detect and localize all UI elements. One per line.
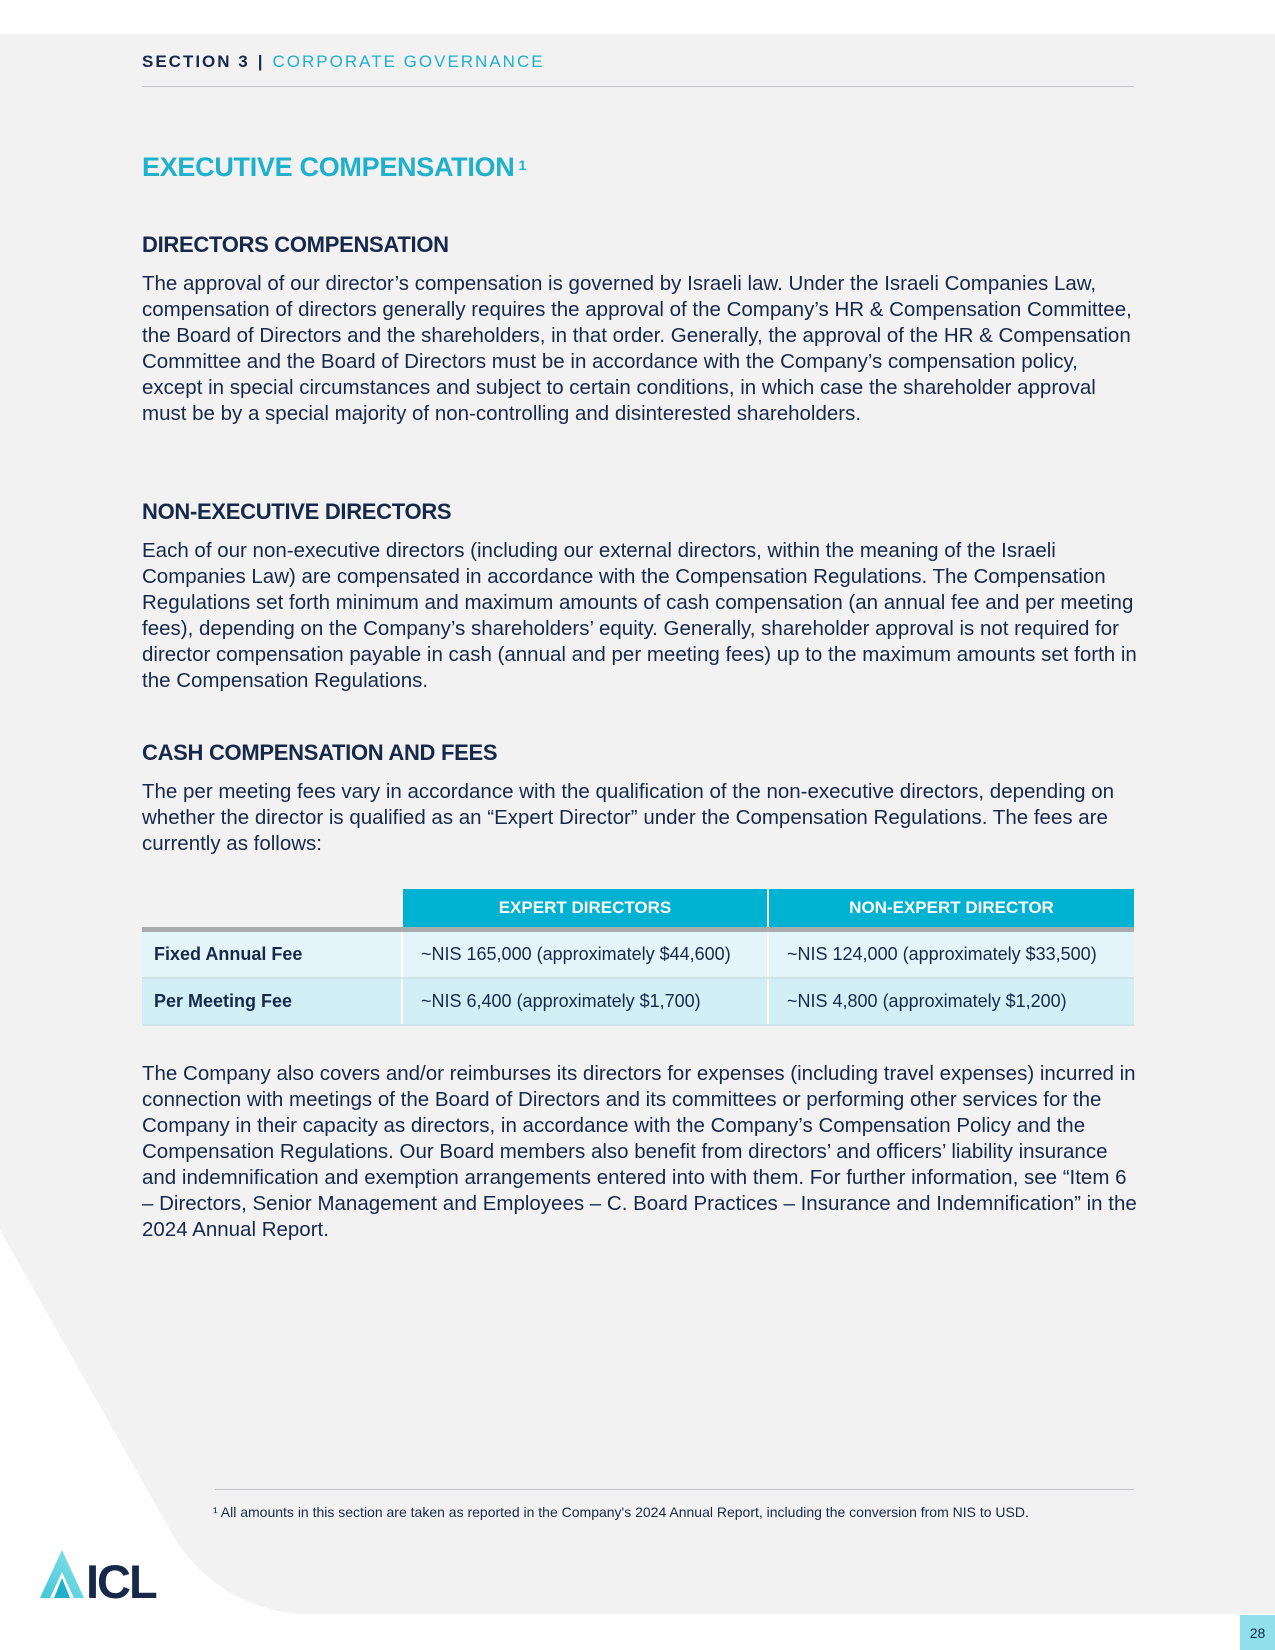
icl-logo-mark xyxy=(40,1548,166,1602)
closing-paragraph: The Company also covers and/or reimburses its directors for expenses (including travel expenses) incurred in connection with meetings of the Board of Directors and its committees or performing other services for the Company in their capacity as directors, in accordance with the Company’s Compensation Policy and the Compensation Regulations. Our Board members also benefit from directors’ and officers’ liability insurance and indemnification and exemption arrangements entered into with them. For further information, see “Item 6 – Directors, Senior Management and Employees – C. Board Practices – Insurance and Indemnification” in the 2024 Annual Report. xyxy=(142,1062,1137,1241)
fee-table xyxy=(142,889,1134,1026)
directors-compensation-paragraph: The approval of our director’s compensation is governed by Israeli law. Under the Israeli Companies Law, compensation of directors generally requires the approval of the Company’s HR & Compensation Committee, the Board of Directors and the shareholders, in that order. Generally, the approval of the HR & Compensation Committee and the Board of Directors must be in accordance with the Company’s compensation policy, except in special circumstances and subject to certain conditions, in which case the shareholder approval must be by a special majority of non-controlling and disinterested shareholders. xyxy=(142,272,1132,425)
cash-compensation-heading: CASH COMPENSATION AND FEES xyxy=(142,740,498,765)
icl-logo xyxy=(40,1548,166,1607)
row-label: Per Meeting Fee xyxy=(142,978,402,1025)
directors-compensation-heading: DIRECTORS COMPENSATION xyxy=(142,232,449,257)
non-executive-directors-paragraph: Each of our non-executive directors (including our external directors, within the meaning of the Israeli Companies Law) are compensated in accordance with the Compensation Regulations. The Compensation Regulations set forth minimum and maximum amounts of cash compensation (an annual fee and per meeting fees), depending on the Company’s shareholders’ equity. Generally, shareholder approval is not required for director compensation payable in cash (annual and per meeting fees) up to the maximum amounts set forth in the Compensation Regulations. xyxy=(142,539,1137,692)
fee-table-header-expert: EXPERT DIRECTORS xyxy=(402,889,768,930)
table-cell: ~NIS 165,000 (approximately $44,600) xyxy=(402,930,768,979)
footnote-divider xyxy=(215,1489,1134,1490)
section-header xyxy=(142,52,1134,87)
title-footnote-marker: 1 xyxy=(518,157,526,173)
table-cell: ~NIS 124,000 (approximately $33,500) xyxy=(768,930,1134,979)
table-row xyxy=(142,930,1134,979)
table-cell: ~NIS 4,800 (approximately $1,200) xyxy=(768,978,1134,1025)
table-cell: ~NIS 6,400 (approximately $1,700) xyxy=(402,978,768,1025)
fee-table-header-non-expert: NON-EXPERT DIRECTOR xyxy=(768,889,1134,930)
row-label: Fixed Annual Fee xyxy=(142,930,402,979)
fee-table-header-row xyxy=(142,889,1134,930)
section-name: CORPORATE GOVERNANCE xyxy=(272,52,545,71)
logo-text: ICL xyxy=(86,1555,156,1602)
page-title xyxy=(142,152,526,183)
section-separator: | xyxy=(257,52,265,71)
non-executive-directors-heading: NON-EXECUTIVE DIRECTORS xyxy=(142,499,452,524)
fee-table-header-empty xyxy=(142,889,402,930)
footnote: ¹ All amounts in this section are taken as reported in the Company's 2024 Annual Report, including the conversion from NIS to USD. xyxy=(213,1504,1029,1520)
section-number: SECTION 3 xyxy=(142,52,250,71)
page-title-text: EXECUTIVE COMPENSATION xyxy=(142,152,515,182)
page-number: 28 xyxy=(1240,1615,1275,1650)
table-row xyxy=(142,978,1134,1025)
cash-compensation-paragraph: The per meeting fees vary in accordance with the qualification of the non-executive directors, depending on whether the director is qualified as an “Expert Director” under the Compensation Regulations. The fees are currently as follows: xyxy=(142,780,1115,855)
